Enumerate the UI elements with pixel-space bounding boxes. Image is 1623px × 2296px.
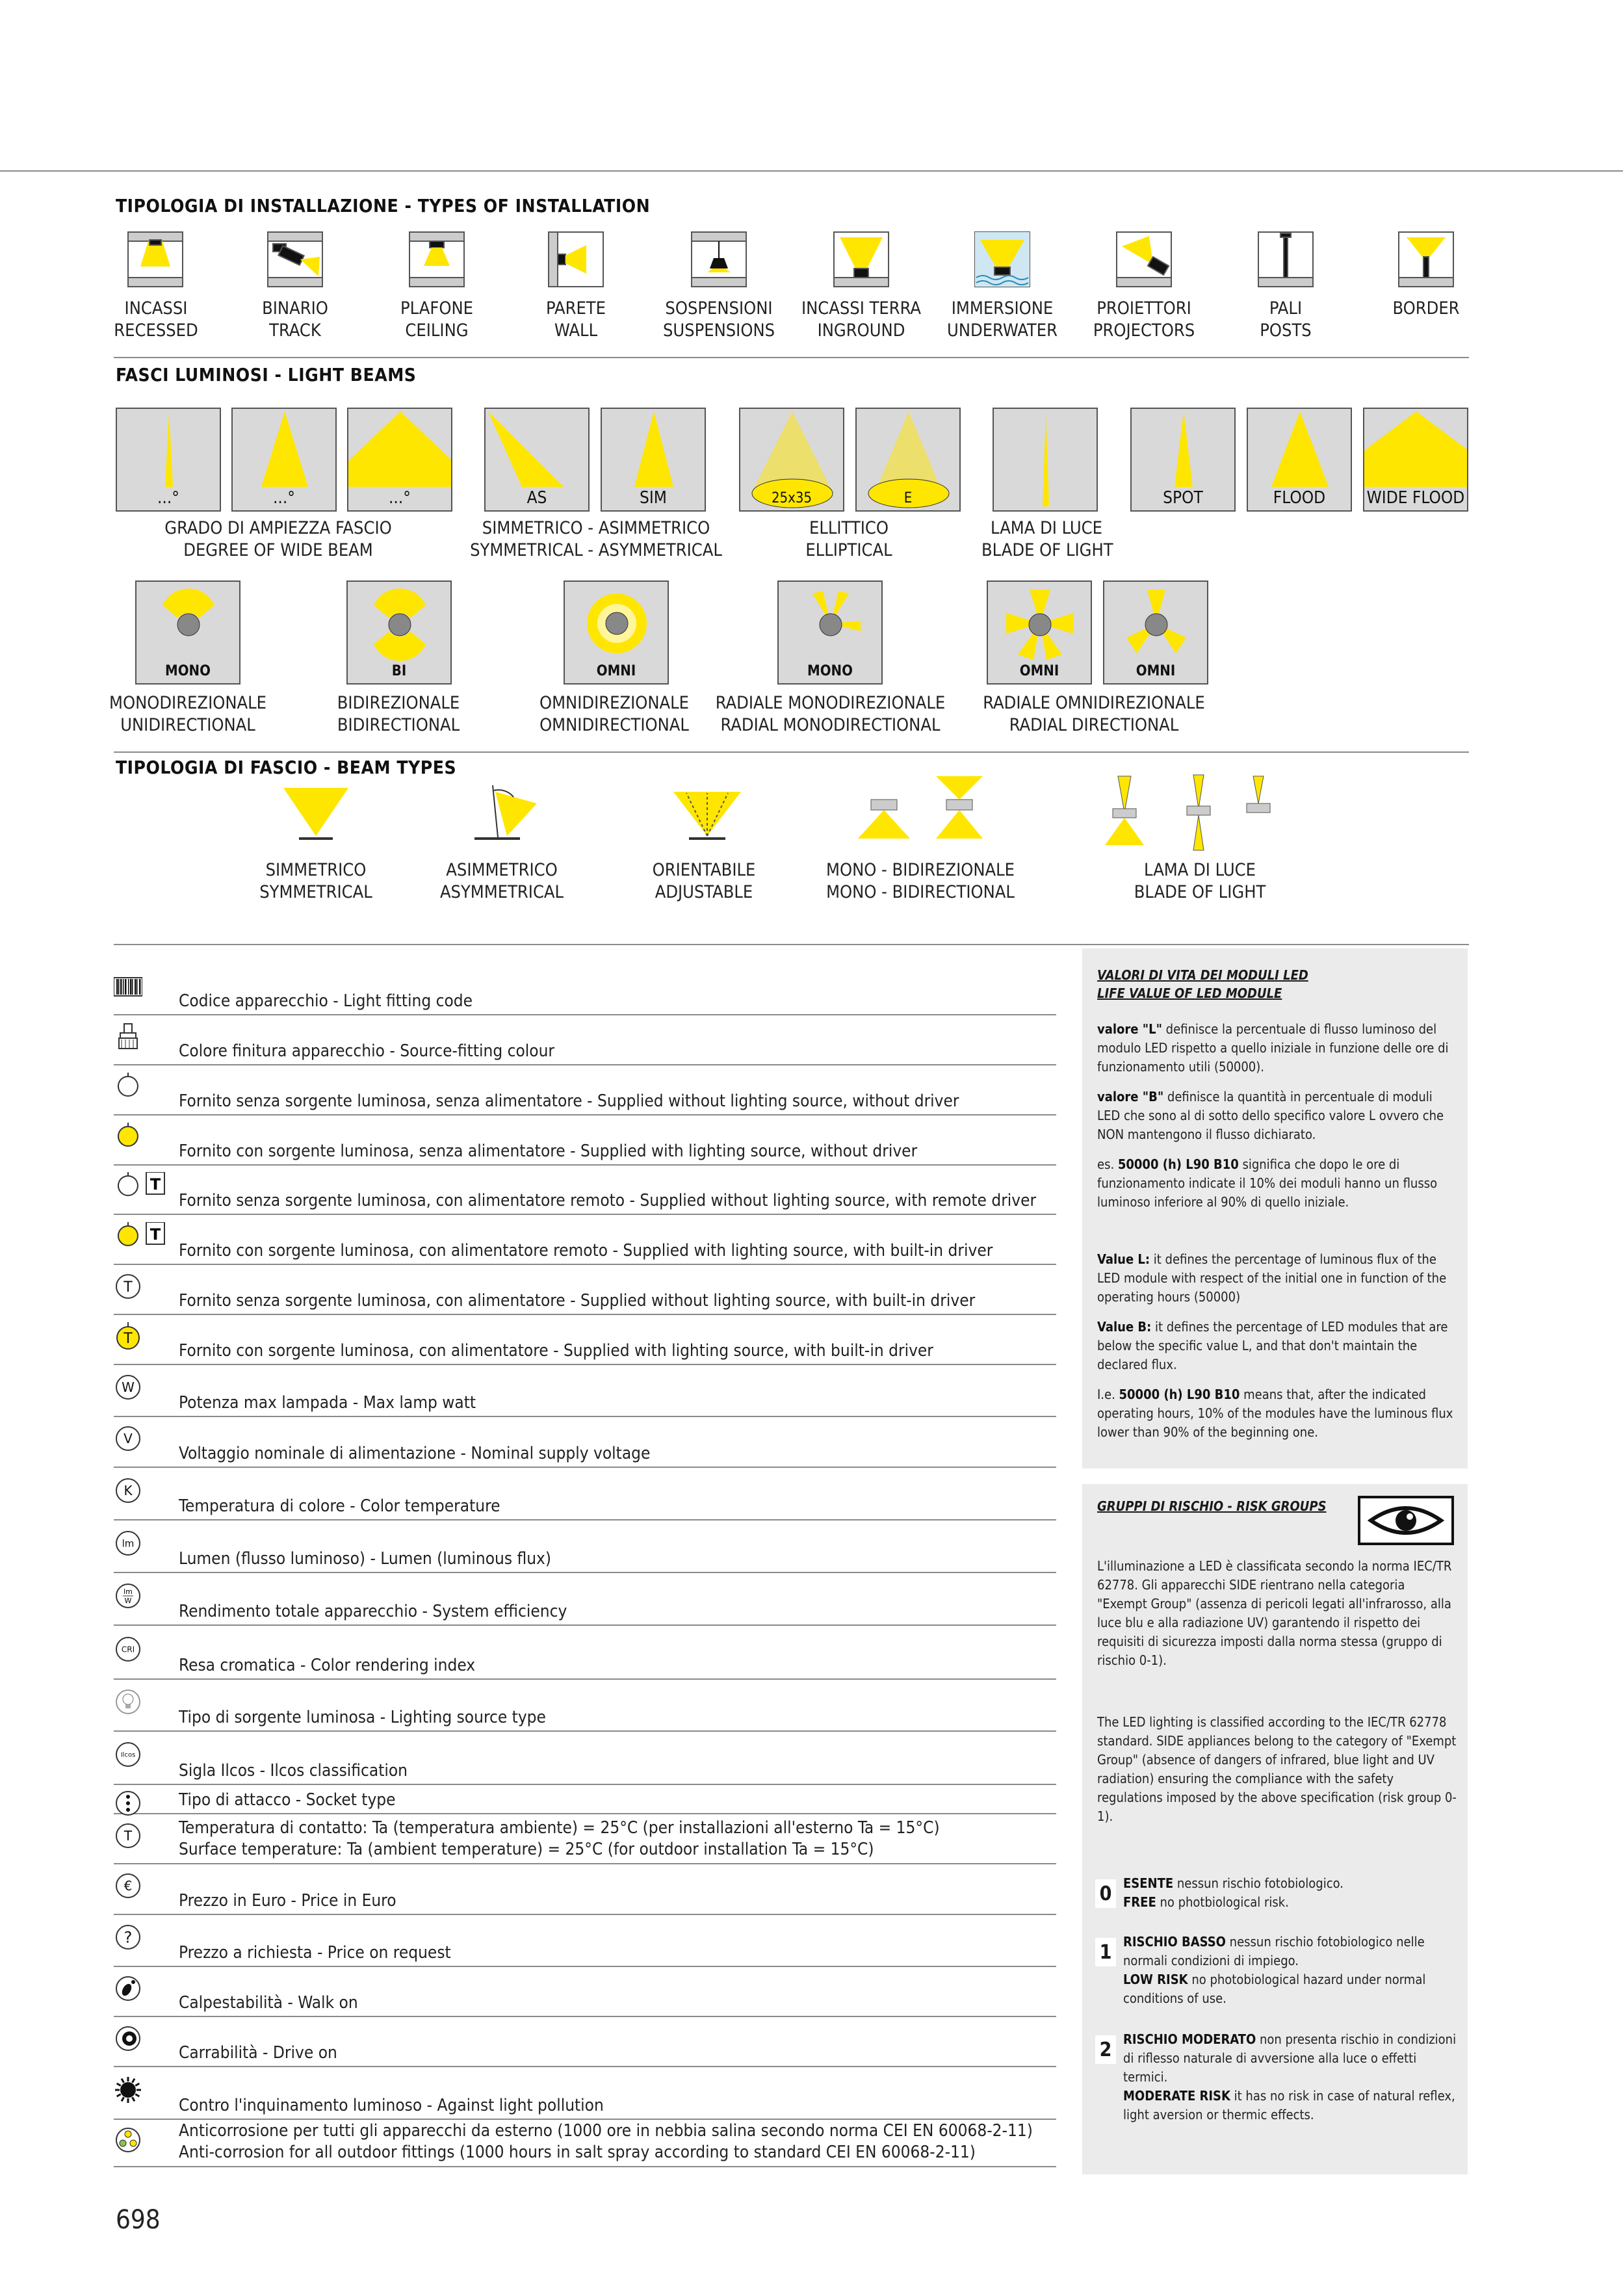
svg-text:lm: lm bbox=[123, 1587, 133, 1596]
risk-groups-it-text: L'illuminazione a LED è classificata secondo la norma IEC/TR 62778. Gli apparecchi SIDE rientrano nella categoria "Exempt Group" (assenza di pericoli legati all'infrarosso, alla luce blu e alla radiazione UV) garantendo il rispetto dei requisiti di sicurezza imposti dalla norma stessa (gruppo di rischio 0-1). bbox=[1097, 1558, 1452, 1668]
radial-box-radial-omni-2: OMNI bbox=[1103, 581, 1208, 685]
install-label-underwater: IMMERSIONE UNDERWATER bbox=[947, 298, 1058, 341]
radial-box-radial-mono: MONO bbox=[777, 581, 883, 685]
legend-text: Prezzo a richiesta - Price on request bbox=[179, 1943, 451, 1963]
beam-type-label-mono-bi: MONO - BIDIREZIONALE MONO - BIDIRECTIONAL bbox=[825, 860, 1015, 902]
install-label-wall: PARETE WALL bbox=[546, 298, 606, 341]
legend-text: Rendimento totale apparecchio - System efficiency bbox=[179, 1602, 567, 1621]
paint-brush-icon bbox=[114, 1023, 142, 1051]
risk-groups-en-text: The LED lighting is classified according to the IEC/TR 62778 standard. SIDE appliances belong to the category of "Exempt Group" (absence of dangers of infrared, blue light and UV radiation) ensuring the compliance with the safety regulations imposed by the above specification (risk group 0-1). bbox=[1097, 1714, 1457, 1824]
risk-group-2-badge: 2 bbox=[1095, 2035, 1116, 2064]
risk-group-1-text: RISCHIO BASSO nessun rischio fotobiologico nelle normali condizioni di impiego. LOW RISK no photobiological hazard under normal conditions of use. bbox=[1123, 1934, 1426, 2006]
watt-icon bbox=[114, 1373, 142, 1402]
legend-row bbox=[114, 1119, 1056, 1166]
legend-text: Lumen (flusso luminoso) - Lumen (luminous flux) bbox=[179, 1549, 552, 1569]
radial-label-radial-omni: RADIALE OMNIDIREZIONALE RADIAL DIRECTIONAL bbox=[983, 693, 1205, 735]
volt-icon bbox=[114, 1424, 142, 1453]
install-label-track: BINARIO TRACK bbox=[262, 298, 328, 341]
risk-group-0-text: ESENTE nessun rischio fotobiologico. FREE no photbiological risk. bbox=[1123, 1875, 1344, 1910]
install-label-recessed: INCASSI RECESSED bbox=[114, 298, 198, 341]
life-value-p1: valore "L" definisce la percentuale di flusso luminoso del modulo LED rispetto a quello iniziale in funzione delle ore di funzionamento utili (50000). bbox=[1097, 1021, 1449, 1075]
radial-box-bi: BI bbox=[346, 581, 452, 685]
legend-row bbox=[114, 1919, 1056, 1967]
legend-row bbox=[114, 2021, 1056, 2067]
svg-text:€: € bbox=[123, 1878, 133, 1894]
drive-on-icon bbox=[114, 2024, 142, 2053]
svg-text:CRI: CRI bbox=[121, 1644, 135, 1654]
underwater-icon bbox=[975, 232, 1030, 287]
divider bbox=[114, 944, 1469, 945]
question-icon bbox=[114, 1923, 142, 1951]
beam-group-label-elliptic: ELLITTICO ELLIPTICAL bbox=[805, 518, 892, 560]
bulb-outline-remote-driver-icon bbox=[114, 1172, 168, 1201]
installation-title: TIPOLOGIA DI INSTALLAZIONE - TYPES OF INSTALLATION bbox=[116, 195, 651, 216]
page-number: 698 bbox=[116, 2205, 161, 2235]
bulb-outline-builtin-driver-icon bbox=[114, 1272, 142, 1301]
inground-icon bbox=[834, 232, 889, 287]
blade-beam-icon bbox=[1105, 775, 1270, 850]
install-label-suspensions: SOSPENSIONI SUSPENSIONS bbox=[662, 298, 775, 341]
radial-label-mono: MONODIREZIONALE UNIDIRECTIONAL bbox=[109, 693, 266, 735]
light-source-icon bbox=[114, 1688, 142, 1716]
socket-icon bbox=[114, 1789, 142, 1818]
legend-row bbox=[114, 1369, 1056, 1417]
bulb-yellow-icon bbox=[114, 1123, 142, 1151]
track-icon bbox=[268, 232, 322, 287]
legend-row bbox=[114, 1421, 1056, 1468]
anticorrosion-icon bbox=[114, 2126, 142, 2154]
svg-text:T: T bbox=[149, 1225, 161, 1244]
legend-text: Contro l'inquinamento luminoso - Against light pollution bbox=[179, 2096, 604, 2115]
svg-text:V: V bbox=[123, 1431, 133, 1447]
beam-box-flood: FLOOD bbox=[1247, 408, 1352, 512]
radial-label-omni: OMNIDIREZIONALE OMNIDIRECTIONAL bbox=[539, 693, 690, 735]
post-icon bbox=[1258, 232, 1313, 287]
legend-text: Colore finitura apparecchio - Source-fitting colour bbox=[179, 1041, 555, 1061]
legend-text-line: Anticorrosione per tutti gli apparecchi da esterno (1000 ore in nebbia salina secondo norma CEI EN 60068-2-11) bbox=[179, 2121, 1033, 2141]
install-label-border: BORDER bbox=[1392, 298, 1460, 319]
bulb-outline-icon bbox=[114, 1073, 142, 1101]
legend-text-line: Surface temperature: Ta (ambient temperature) = 25°C (for outdoor installation Ta = 15°C) bbox=[179, 1840, 874, 1859]
legend-row bbox=[114, 970, 1056, 1015]
legend-row bbox=[114, 1069, 1056, 1115]
beam-box-spot: SPOT bbox=[1130, 408, 1236, 512]
beam-type-label-adjustable: ORIENTABILE ADJUSTABLE bbox=[652, 860, 756, 902]
beam-group-label-degree: GRADO DI AMPIEZZA FASCIO DEGREE OF WIDE BEAM bbox=[164, 518, 392, 560]
cri-icon bbox=[114, 1635, 142, 1663]
svg-text:?: ? bbox=[123, 1928, 133, 1947]
risk-group-1-badge: 1 bbox=[1095, 1938, 1116, 1966]
svg-text:Ilcos: Ilcos bbox=[120, 1751, 136, 1759]
walk-on-icon bbox=[114, 1974, 142, 2003]
divider bbox=[114, 357, 1469, 358]
install-label-inground: INCASSI TERRA INGROUND bbox=[801, 298, 922, 341]
wall-icon bbox=[549, 232, 603, 287]
legend-text: Carrabilità - Drive on bbox=[179, 2043, 337, 2063]
lumen-per-watt-icon bbox=[114, 1582, 142, 1610]
install-label-ceiling: PLAFONE CEILING bbox=[400, 298, 473, 341]
legend-row bbox=[114, 1269, 1056, 1315]
life-value-title: VALORI DI VITA DEI MODULI LED LIFE VALUE OF LED MODULE bbox=[1097, 967, 1308, 1001]
radial-box-radial-omni-1: OMNI bbox=[987, 581, 1092, 685]
risk-group-0-badge: 0 bbox=[1095, 1879, 1116, 1908]
beam-box-elliptic-25x35: 25x35 bbox=[739, 408, 844, 512]
beam-group-label-blade: LAMA DI LUCE BLADE OF LIGHT bbox=[981, 518, 1113, 560]
beams-title: FASCI LUMINOSI - LIGHT BEAMS bbox=[116, 364, 417, 385]
asymmetrical-beam-icon bbox=[474, 785, 537, 839]
life-value-box bbox=[1082, 948, 1468, 1468]
projector-icon bbox=[1117, 232, 1171, 287]
svg-text:T: T bbox=[123, 1279, 133, 1296]
svg-text:T: T bbox=[123, 1330, 133, 1347]
eye-icon bbox=[1358, 1496, 1454, 1545]
legend-row bbox=[114, 1868, 1056, 1915]
divider bbox=[114, 751, 1469, 753]
legend-row bbox=[114, 1577, 1056, 1626]
legend-row bbox=[114, 1789, 1056, 1814]
symmetrical-beam-icon bbox=[283, 788, 348, 839]
barcode-icon bbox=[114, 972, 142, 1001]
legend-text: Fornito senza sorgente luminosa, con alimentatore - Supplied without lighting source, with built-in driver bbox=[179, 1291, 976, 1311]
legend-text: Codice apparecchio - Light fitting code bbox=[179, 991, 473, 1011]
beam-box-elliptic-e: E bbox=[855, 408, 961, 512]
ceiling-icon bbox=[409, 232, 464, 287]
legend-text: Temperatura di colore - Color temperature bbox=[179, 1496, 500, 1516]
light-pollution-icon bbox=[114, 2076, 142, 2104]
life-value-p3: es. 50000 (h) L90 B10 significa che dopo le ore di funzionamento indicate il 10% dei moduli hanno un flusso luminoso inferiore al 90% di quello iniziale. bbox=[1097, 1156, 1438, 1210]
legend-text bbox=[179, 1818, 940, 1860]
lumen-icon bbox=[114, 1529, 142, 1558]
radial-box-omni: OMNI bbox=[564, 581, 669, 685]
radial-label-bi: BIDIREZIONALE BIDIRECTIONAL bbox=[337, 693, 460, 735]
svg-text:W: W bbox=[122, 1379, 135, 1396]
legend-text: Fornito senza sorgente luminosa, senza alimentatore - Supplied without lighting source, without driver bbox=[179, 1091, 959, 1111]
svg-text:T: T bbox=[149, 1175, 161, 1194]
legend-row bbox=[114, 1818, 1056, 1864]
kelvin-icon bbox=[114, 1476, 142, 1505]
installation-icons bbox=[0, 231, 1623, 293]
legend-row bbox=[114, 1019, 1056, 1065]
beam-box-medium: ...° bbox=[231, 408, 337, 512]
ilcos-icon bbox=[114, 1740, 142, 1769]
beam-box-blade bbox=[993, 408, 1098, 512]
beam-box-symmetric: SIM bbox=[601, 408, 706, 512]
legend-text: Voltaggio nominale di alimentazione - Nominal supply voltage bbox=[179, 1444, 651, 1463]
beam-box-asymmetric: AS bbox=[484, 408, 590, 512]
legend-row bbox=[114, 1219, 1056, 1265]
risk-groups-box bbox=[1082, 1484, 1468, 2174]
beam-types-title: TIPOLOGIA DI FASCIO - BEAM TYPES bbox=[116, 757, 457, 778]
legend-text: Sigla Ilcos - Ilcos classification bbox=[179, 1761, 408, 1781]
svg-text:T: T bbox=[123, 1827, 133, 1844]
legend-text-line: Temperatura di contatto: Ta (temperatura ambiente) = 25°C (per installazioni all'esterno Ta = 15°C) bbox=[179, 1818, 940, 1838]
life-value-p4: Value L: it defines the percentage of luminous flux of the LED module with respect of the initial one in function of the operating hours (50000) bbox=[1097, 1251, 1447, 1305]
legend-text: Fornito con sorgente luminosa, senza alimentatore - Supplied with lighting source, without driver bbox=[179, 1141, 918, 1161]
svg-text:K: K bbox=[123, 1482, 133, 1498]
legend-text: Fornito senza sorgente luminosa, con alimentatore remoto - Supplied without lighting source, with remote driver bbox=[179, 1191, 1037, 1210]
beam-type-icons bbox=[0, 774, 1623, 852]
beam-group-label-sym-asym: SIMMETRICO - ASIMMETRICO SYMMETRICAL - ASYMMETRICAL bbox=[470, 518, 722, 560]
legend-text: Fornito con sorgente luminosa, con alimentatore remoto - Supplied with lighting source, with built-in driver bbox=[179, 1241, 993, 1260]
beam-box-wide-flood: WIDE FLOOD bbox=[1363, 408, 1468, 512]
beam-box-narrow: ...° bbox=[116, 408, 221, 512]
install-label-projectors: PROIETTORI PROJECTORS bbox=[1093, 298, 1195, 341]
legend-row bbox=[114, 2071, 1056, 2120]
mono-bidirectional-beam-icon bbox=[858, 776, 983, 839]
life-value-p2: valore "B" definisce la quantità in percentuale di moduli LED che sono al di sotto dello specifico valore L ovvero che NON mantengono il flusso dichiarato. bbox=[1097, 1089, 1444, 1142]
suspension-icon bbox=[692, 232, 746, 287]
risk-group-2-text: RISCHIO MODERATO non presenta rischio in condizioni di riflesso naturale di avversione alla luce o effetti termici. MODERATE RISK it has no risk in case of natural reflex, light aversion or thermic effects. bbox=[1123, 2031, 1457, 2122]
recessed-icon bbox=[128, 232, 183, 287]
legend-text bbox=[179, 2120, 1033, 2163]
euro-icon bbox=[114, 1872, 142, 1900]
install-label-posts: PALI POSTS bbox=[1260, 298, 1312, 341]
legend-text: Calpestabilità - Walk on bbox=[179, 1993, 358, 2013]
legend-row bbox=[114, 1319, 1056, 1365]
life-value-p6: I.e. 50000 (h) L90 B10 means that, after the indicated operating hours, 10% of the modules have the luminous flux lower than 90% of the beginning one. bbox=[1097, 1387, 1453, 1440]
legend-text: Tipo di attacco - Socket type bbox=[179, 1790, 396, 1810]
bulb-yellow-builtin-driver-icon bbox=[114, 1322, 142, 1351]
legend-row bbox=[114, 1630, 1056, 1680]
radial-box-mono: MONO bbox=[135, 581, 240, 685]
life-value-p5: Value B: it defines the percentage of LED modules that are below the specific value L, and that don't maintain the declared flux. bbox=[1097, 1319, 1448, 1372]
top-rule bbox=[0, 170, 1623, 172]
legend-text: Potenza max lampada - Max lamp watt bbox=[179, 1393, 476, 1413]
legend-text: Tipo di sorgente luminosa - Lighting source type bbox=[179, 1708, 546, 1727]
radial-label-radial-mono: RADIALE MONODIREZIONALE RADIAL MONODIRECTIONAL bbox=[715, 693, 946, 735]
beam-type-label-asymmetrical: ASIMMETRICO ASYMMETRICAL bbox=[439, 860, 564, 902]
legend-text: Prezzo in Euro - Price in Euro bbox=[179, 1891, 396, 1911]
svg-text:lm: lm bbox=[122, 1537, 135, 1549]
legend-row bbox=[114, 1971, 1056, 2017]
adjustable-beam-icon bbox=[673, 792, 741, 839]
legend-text-line: Anti-corrosion for all outdoor fittings (1000 hours in salt spray according to standard CEI EN 60068-2-11) bbox=[179, 2143, 976, 2162]
legend-row bbox=[114, 2121, 1056, 2167]
legend-text: Resa cromatica - Color rendering index bbox=[179, 1656, 476, 1675]
temperature-icon bbox=[114, 1821, 142, 1850]
legend-row bbox=[114, 1169, 1056, 1215]
beam-type-label-symmetrical: SIMMETRICO SYMMETRICAL bbox=[259, 860, 372, 902]
svg-text:W: W bbox=[124, 1596, 132, 1605]
border-icon bbox=[1399, 232, 1453, 287]
beam-type-label-blade: LAMA DI LUCE BLADE OF LIGHT bbox=[1134, 860, 1266, 902]
legend-row bbox=[114, 1524, 1056, 1573]
risk-groups-title: GRUPPI DI RISCHIO - RISK GROUPS bbox=[1097, 1498, 1327, 1514]
legend-row bbox=[114, 1472, 1056, 1520]
legend-row bbox=[114, 1736, 1056, 1785]
legend-text: Fornito con sorgente luminosa, con alimentatore - Supplied with lighting source, with built-in driver bbox=[179, 1341, 933, 1361]
bulb-yellow-remote-driver-icon bbox=[114, 1222, 168, 1251]
legend-row bbox=[114, 1684, 1056, 1732]
beam-box-wide: ...° bbox=[347, 408, 452, 512]
